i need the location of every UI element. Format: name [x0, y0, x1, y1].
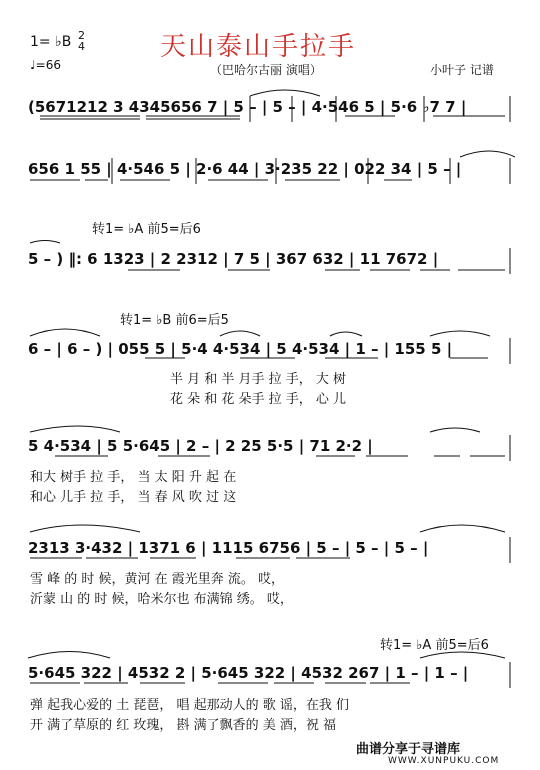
key-signature: 1= ♭B — [30, 34, 72, 50]
page-title: 天山泰山手拉手 — [160, 32, 357, 62]
time-bottom: 4 — [78, 40, 85, 53]
modulation-annotation: 转1= ♭A 前5=后6 — [92, 222, 201, 237]
lyric-line-verse-2: 和心 儿手 拉 手， 当 春 风 吹 过 这 — [30, 490, 237, 505]
footer-site: WWW.XUNPUKU.COM — [388, 756, 500, 766]
notes-line: 6 – | 6 – ) | 055 5 | 5·4 4·534 | 5 4·534 | 1 – | 155 5 | — [28, 340, 453, 358]
lyric-line-verse-1: 和大 树手 拉 手， 当 太 阳 升 起 在 — [30, 470, 237, 485]
notes-line: 5·645 322 | 4532 2 | 5·645 322 | 4532 267 | 1 – | 1 – | — [28, 664, 469, 682]
lyric-line-verse-1: 雪 峰 的 时 候，黄河 在 霞光里奔 流。 哎， — [30, 572, 285, 587]
tempo-marking: ♩=66 — [30, 58, 61, 72]
modulation-annotation: 转1= ♭B 前6=后5 — [120, 313, 229, 328]
lyric-line-verse-2: 开 满了草原的 红 玫瑰， 斟 满了飘香的 美 酒，祝 福 — [30, 718, 337, 733]
lyric-line-verse-1: 半 月 和 半 月手 拉 手， 大 树 — [170, 372, 347, 387]
lyric-line-verse-2: 沂蒙 山 的 时 候，哈米尔也 布满锦 绣。 哎， — [30, 592, 293, 607]
notes-line: 5 4·534 | 5 5·645 | 2 – | 2 25 5·5 | 71 2·2 | — [28, 437, 373, 455]
transcriber-credit: 小叶子 记谱 — [430, 63, 494, 77]
lyric-line-verse-1: 弹 起我心爱的 土 琵琶， 唱 起那动人的 歌 谣，在我 们 — [30, 698, 350, 713]
performer-subtitle: （巴哈尔古丽 演唱） — [210, 63, 322, 77]
notes-line: (5671212 3 4345656 7 | 5 – | 5 – | 4·546 5 | 5·6 ♭7 7 | — [28, 98, 467, 116]
notes-line: 656 1 55 | 4·546 5 | 2·6 44 | 3·235 22 | 022 34 | 5 – | — [28, 160, 462, 178]
notes-line: 5 – ) ‖: 6 1323 | 2 2312 | 7 5 | 367 632 | 11 7672 | — [28, 250, 439, 268]
lyric-line-verse-2: 花 朵 和 花 朵手 拉 手， 心 儿 — [170, 392, 347, 407]
footer-credit: 曲谱分享于寻谱库 — [356, 742, 461, 757]
time-top: 2 — [78, 29, 85, 42]
notes-line: 2313 3·432 | 1371 6 | 1115 6756 | 5 – | 5 – | 5 – | — [28, 539, 429, 557]
modulation-annotation: 转1= ♭A 前5=后6 — [380, 638, 489, 653]
